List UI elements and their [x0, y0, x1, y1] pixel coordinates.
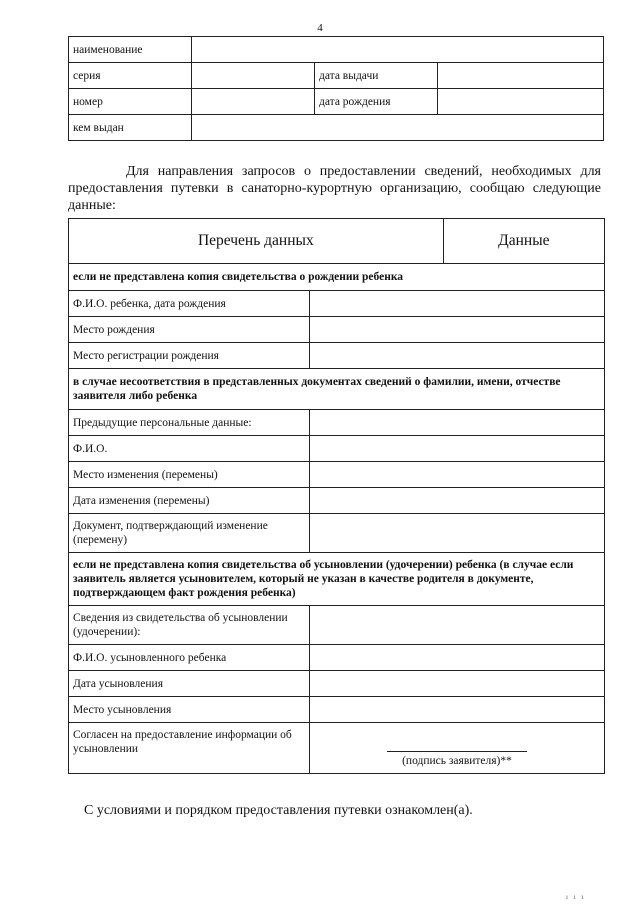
- series-label: серия: [69, 63, 192, 89]
- issue-date-value-field[interactable]: [438, 63, 604, 89]
- issue-date-label: дата выдачи: [315, 63, 438, 89]
- table-row: [69, 89, 604, 115]
- signature-line: [387, 751, 527, 752]
- birthplace-label: Место рождения: [69, 317, 310, 343]
- table-row: [69, 606, 605, 645]
- birth-date-label: дата рождения: [315, 89, 438, 115]
- previous-fio-label: Ф.И.О.: [69, 436, 310, 462]
- table-row: [69, 291, 605, 317]
- intro-paragraph: Для направления запросов о предоставлении сведений, необходимых для предоставления путевки в санаторно-курортную организацию, сообщаю следующие данные:: [68, 164, 601, 213]
- identity-document-table: [68, 36, 604, 141]
- issued-by-label: кем выдан: [69, 115, 192, 141]
- adoption-certificate-info-label: Сведения из свидетельства об усыновлении (удочерении):: [69, 606, 310, 645]
- birth-registration-place-label: Место регистрации рождения: [69, 343, 310, 369]
- requested-data-table: [68, 218, 605, 774]
- signature-caption: (подпись заявителя)**: [402, 755, 512, 767]
- section-row: [69, 264, 605, 291]
- table-row: [69, 115, 604, 141]
- table-row: [69, 514, 605, 553]
- change-place-label: Место изменения (перемены): [69, 462, 310, 488]
- table-row: [69, 436, 605, 462]
- number-label: номер: [69, 89, 192, 115]
- previous-fio-field[interactable]: [310, 436, 605, 462]
- adopted-child-fio-field[interactable]: [310, 645, 605, 671]
- section-title-name-mismatch: в случае несоответствия в представленных документах сведений о фамилии, имени, отчестве заявителя либо ребенка: [69, 369, 605, 410]
- number-value-field[interactable]: [192, 89, 315, 115]
- consent-label: Согласен на предоставление информации об усыновлении: [69, 723, 310, 774]
- name-label: наименование: [69, 37, 192, 63]
- previous-data-field[interactable]: [310, 410, 605, 436]
- column-header-data-list: Перечень данных: [69, 219, 444, 264]
- column-header-data: Данные: [443, 219, 604, 264]
- adoption-date-field[interactable]: [310, 671, 605, 697]
- section-title-birth-certificate: если не представлена копия свидетельства о рождении ребенка: [69, 264, 605, 291]
- table-row: [69, 488, 605, 514]
- change-date-label: Дата изменения (перемены): [69, 488, 310, 514]
- adoption-place-label: Место усыновления: [69, 697, 310, 723]
- adoption-date-label: Дата усыновления: [69, 671, 310, 697]
- acknowledgement-text: С условиями и порядком предоставления путевки ознакомлен(а).: [84, 803, 473, 818]
- previous-data-label: Предыдущие персональные данные:: [69, 410, 310, 436]
- section-title-adoption: если не представлена копия свидетельства об усыновлении (удочерении) ребенка (в случае если заявитель является усыновителем, который не указан в качестве родителя в документе, подтверждающем факт рождения ребенка): [69, 553, 605, 606]
- signature-field[interactable]: [310, 723, 605, 774]
- adopted-child-fio-label: Ф.И.О. усыновленного ребенка: [69, 645, 310, 671]
- corner-mark: ı ı ı: [566, 893, 586, 901]
- series-value-field[interactable]: [192, 63, 315, 89]
- table-row: [69, 410, 605, 436]
- adoption-place-field[interactable]: [310, 697, 605, 723]
- section-row: [69, 553, 605, 606]
- child-fio-birthdate-field[interactable]: [310, 291, 605, 317]
- change-date-field[interactable]: [310, 488, 605, 514]
- change-document-label: Документ, подтверждающий изменение (перемену): [69, 514, 310, 553]
- name-value-field[interactable]: [192, 37, 604, 63]
- change-place-field[interactable]: [310, 462, 605, 488]
- table-row: [69, 697, 605, 723]
- section-row: [69, 369, 605, 410]
- table-header-row: [69, 219, 605, 264]
- table-row: [69, 645, 605, 671]
- page-number: 4: [317, 22, 323, 34]
- table-row: [69, 317, 605, 343]
- table-row: [69, 462, 605, 488]
- table-row: [69, 671, 605, 697]
- child-fio-birthdate-label: Ф.И.О. ребенка, дата рождения: [69, 291, 310, 317]
- table-row: [69, 723, 605, 774]
- birth-date-value-field[interactable]: [438, 89, 604, 115]
- birthplace-field[interactable]: [310, 317, 605, 343]
- adoption-certificate-info-field[interactable]: [310, 606, 605, 645]
- table-row: [69, 343, 605, 369]
- birth-registration-place-field[interactable]: [310, 343, 605, 369]
- table-row: [69, 37, 604, 63]
- table-row: [69, 63, 604, 89]
- issued-by-value-field[interactable]: [192, 115, 604, 141]
- change-document-field[interactable]: [310, 514, 605, 553]
